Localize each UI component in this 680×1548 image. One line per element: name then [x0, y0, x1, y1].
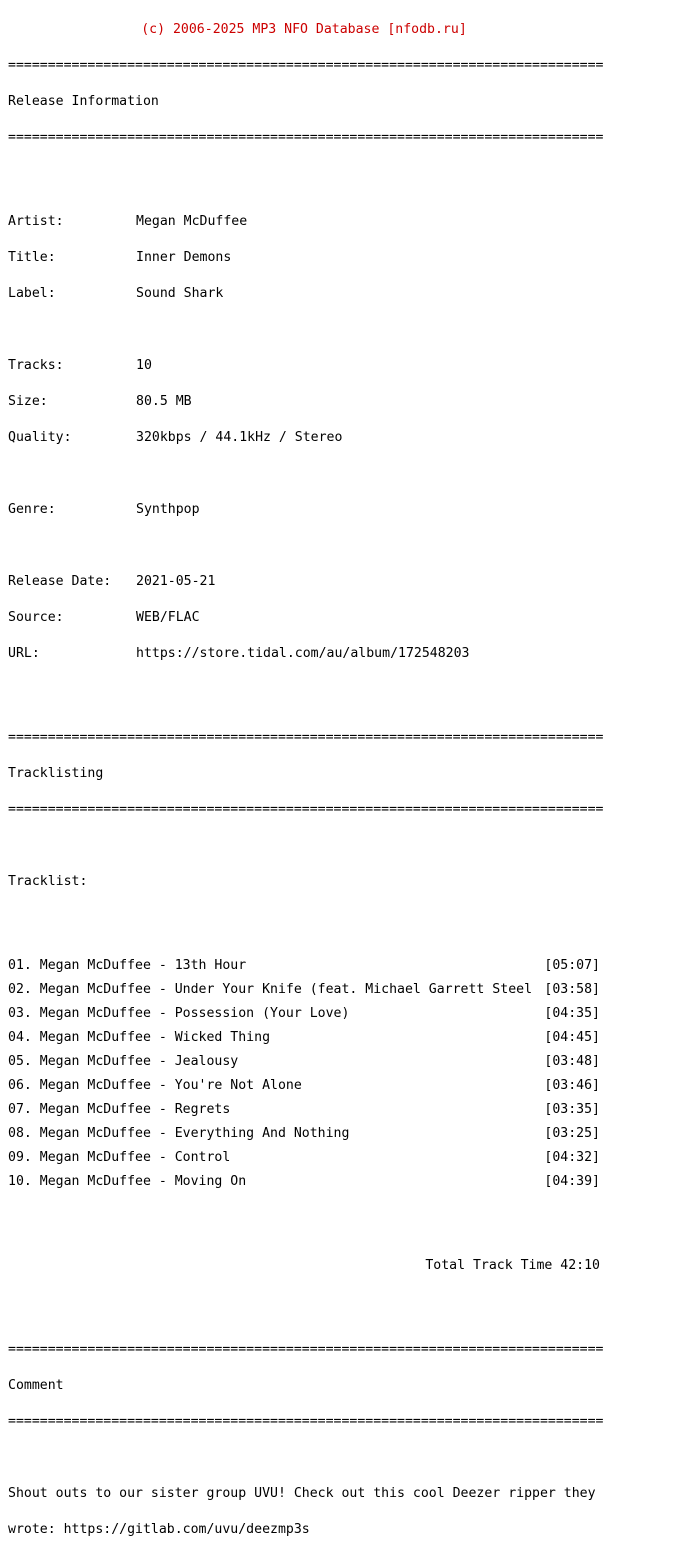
field-value: Sound Shark [136, 286, 224, 301]
track-duration: [03:46] [544, 1078, 600, 1093]
field-value: 320kbps / 44.1kHz / Stereo [136, 430, 343, 445]
track-duration: [03:48] [544, 1054, 600, 1069]
field-value: Synthpop [136, 502, 200, 517]
field-title [8, 252, 603, 264]
field-label: Artist: [8, 214, 64, 229]
field-quality [8, 432, 603, 444]
track-row [8, 1008, 600, 1020]
field-label: Title: [8, 250, 56, 265]
field-value: WEB/FLAC [136, 610, 200, 625]
track-row [8, 984, 600, 996]
rule: =========================================================================== [8, 1342, 604, 1357]
track-row [8, 1152, 600, 1164]
header-line [8, 24, 600, 36]
track-title: 02. Megan McDuffee - Under Your Knife (feat. Michael Garrett Steel [8, 982, 533, 997]
track-row [8, 1104, 600, 1116]
track-duration: [04:39] [544, 1174, 600, 1189]
field-label: Genre: [8, 502, 56, 517]
comment-line: Shout outs to our sister group UVU! Check out this cool Deezer ripper they [8, 1486, 596, 1501]
field-value: 80.5 MB [136, 394, 192, 409]
track-title: 08. Megan McDuffee - Everything And Nothing [8, 1126, 350, 1141]
tracklist-label: Tracklist: [8, 874, 88, 889]
track-duration: [05:07] [544, 958, 600, 973]
track-title: 07. Megan McDuffee - Regrets [8, 1102, 231, 1117]
field-url [8, 648, 603, 660]
rule: =========================================================================== [8, 1414, 604, 1429]
field-value: 2021-05-21 [136, 574, 216, 589]
track-title: 05. Megan McDuffee - Jealousy [8, 1054, 239, 1069]
field-genre [8, 504, 603, 516]
field-size [8, 396, 603, 408]
field-source [8, 612, 603, 624]
track-duration: [03:35] [544, 1102, 600, 1117]
rule: =========================================================================== [8, 58, 604, 73]
nfo-document [8, 0, 603, 1548]
track-row [8, 960, 600, 972]
field-label: Tracks: [8, 358, 64, 373]
field-value: Megan McDuffee [136, 214, 248, 229]
field-label: URL: [8, 646, 40, 661]
field-label: Quality: [8, 430, 72, 445]
track-duration: [04:35] [544, 1006, 600, 1021]
track-duration: [04:45] [544, 1030, 600, 1045]
comment-line: wrote: https://gitlab.com/uvu/deezmp3s [8, 1522, 310, 1537]
track-row [8, 1128, 600, 1140]
field-release-date [8, 576, 603, 588]
field-label: Release Date: [8, 574, 112, 589]
track-title: 01. Megan McDuffee - 13th Hour [8, 958, 247, 973]
track-duration: [03:25] [544, 1126, 600, 1141]
section-title-tracklisting: Tracklisting [8, 766, 104, 781]
field-label: Source: [8, 610, 64, 625]
track-duration: [04:32] [544, 1150, 600, 1165]
track-row [8, 1032, 600, 1044]
field-tracks [8, 360, 603, 372]
track-title: 09. Megan McDuffee - Control [8, 1150, 231, 1165]
nfodb-header-link[interactable]: (c) 2006-2025 MP3 NFO Database [nfodb.ru] [141, 22, 467, 37]
total-track-time: Total Track Time 42:10 [425, 1258, 600, 1273]
field-artist [8, 216, 603, 228]
track-title: 10. Megan McDuffee - Moving On [8, 1174, 247, 1189]
section-title-comment: Comment [8, 1378, 64, 1393]
track-title: 03. Megan McDuffee - Possession (Your Love) [8, 1006, 350, 1021]
track-duration: [03:58] [544, 982, 600, 997]
field-value: Inner Demons [136, 250, 232, 265]
field-label: Size: [8, 394, 48, 409]
field-label-name [8, 288, 603, 300]
field-value-url: https://store.tidal.com/au/album/172548203 [136, 646, 470, 661]
rule: =========================================================================== [8, 130, 604, 145]
rule: =========================================================================== [8, 802, 604, 817]
field-value: 10 [136, 358, 152, 373]
section-title-release: Release Information [8, 94, 159, 109]
track-row [8, 1176, 600, 1188]
field-label: Label: [8, 286, 56, 301]
tracklist [8, 960, 603, 1188]
rule: =========================================================================== [8, 730, 604, 745]
track-row [8, 1080, 600, 1092]
track-title: 06. Megan McDuffee - You're Not Alone [8, 1078, 302, 1093]
track-title: 04. Megan McDuffee - Wicked Thing [8, 1030, 271, 1045]
track-row [8, 1056, 600, 1068]
